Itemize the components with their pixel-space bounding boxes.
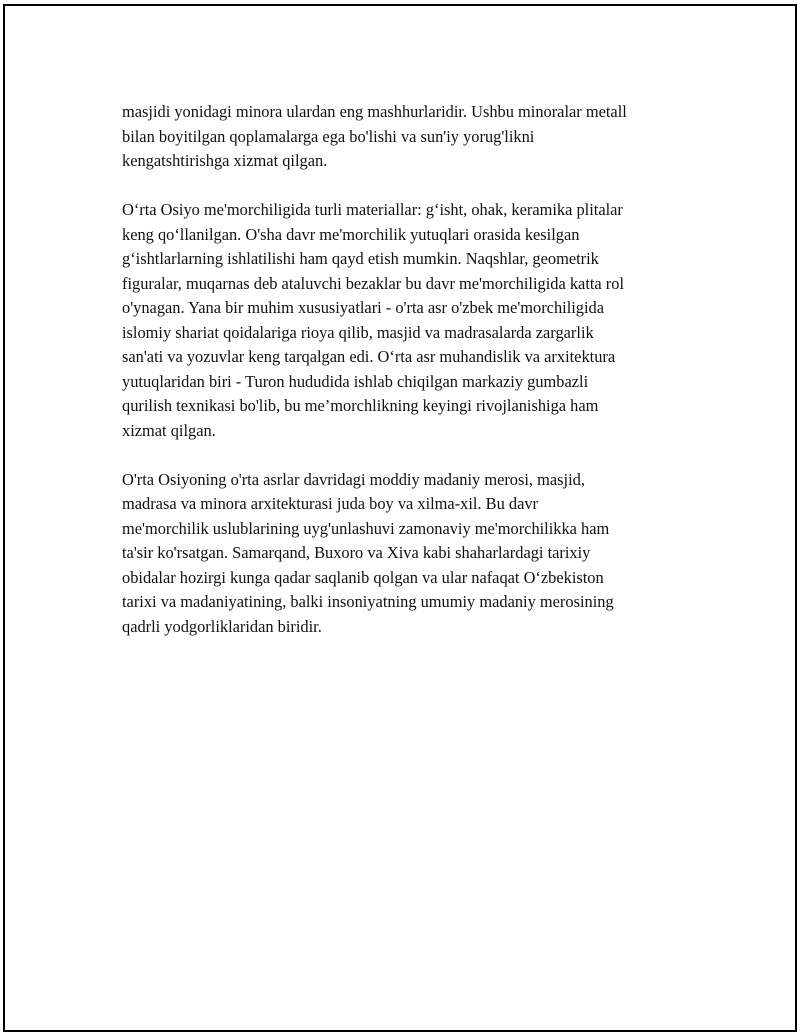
text-line: bilan boyitilgan qoplamalarga ega bo'lishi va sun'iy yorug'likni [122,126,535,146]
text-line: me'morchilik uslublarining uyg'unlashuvi zamonaviy me'morchilikka ham [122,518,610,538]
text-line: O‘rta Osiyo me'morchiligida turli materiallar: g‘isht, ohak, keramika plitalar [122,200,623,219]
text-line: O'rta Osiyoning o'rta asrlar davridagi moddiy madaniy merosi, masjid, [122,469,585,489]
text-line: xizmat qilgan. [122,420,216,440]
paragraph-2 [122,198,702,443]
text-line: yutuqlaridan biri - Turon hududida ishlab chiqilgan markaziy gumbazli [122,371,589,391]
page-frame [3,4,797,1032]
text-line: ta'sir ko'rsatgan. Samarqand, Buxoro va Xiva kabi shaharlardagi tarixiy [122,543,591,562]
text-line: qadrli yodgorliklaridan biridir. [122,616,322,636]
document-body [122,100,702,664]
text-line: san'ati va yozuvlar keng tarqalgan edi. O‘rta asr muhandislik va arxitektura [122,347,616,366]
text-line: keng qo‘llanilgan. O'sha davr me'morchilik yutuqlari orasida kesilgan [122,224,580,244]
text-line: madrasa va minora arxitekturasi juda boy va xilma-xil. Bu davr [122,494,539,513]
text-line: tarixi va madaniyatining, balki insoniyatning umumiy madaniy merosining [122,592,614,611]
text-line: g‘ishtlarlarning ishlatilishi ham qayd etish mumkin. Naqshlar, geometrik [122,249,599,268]
text-line: figuralar, muqarnas deb ataluvchi bezaklar bu davr me'morchiligida katta rol [122,273,625,293]
text-line: o'ynagan. Yana bir muhim xususiyatlari - o'rta asr o'zbek me'morchiligida [122,298,605,317]
text-line: masjidi yonidagi minora ulardan eng mashhurlaridir. Ushbu minoralar metall [122,102,627,121]
text-line: kengatshtirishga xizmat qilgan. [122,151,328,170]
paragraph-3 [122,468,702,640]
text-line: qurilish texnikasi bo'lib, bu me’morchlikning keyingi rivojlanishiga ham [122,396,599,415]
text-line: obidalar hozirgi kunga qadar saqlanib qolgan va ular nafaqat O‘zbekiston [122,567,604,587]
paragraph-1 [122,100,702,174]
text-line: islomiy shariat qoidalariga rioya qilib, masjid va madrasalarda zargarlik [122,322,594,342]
